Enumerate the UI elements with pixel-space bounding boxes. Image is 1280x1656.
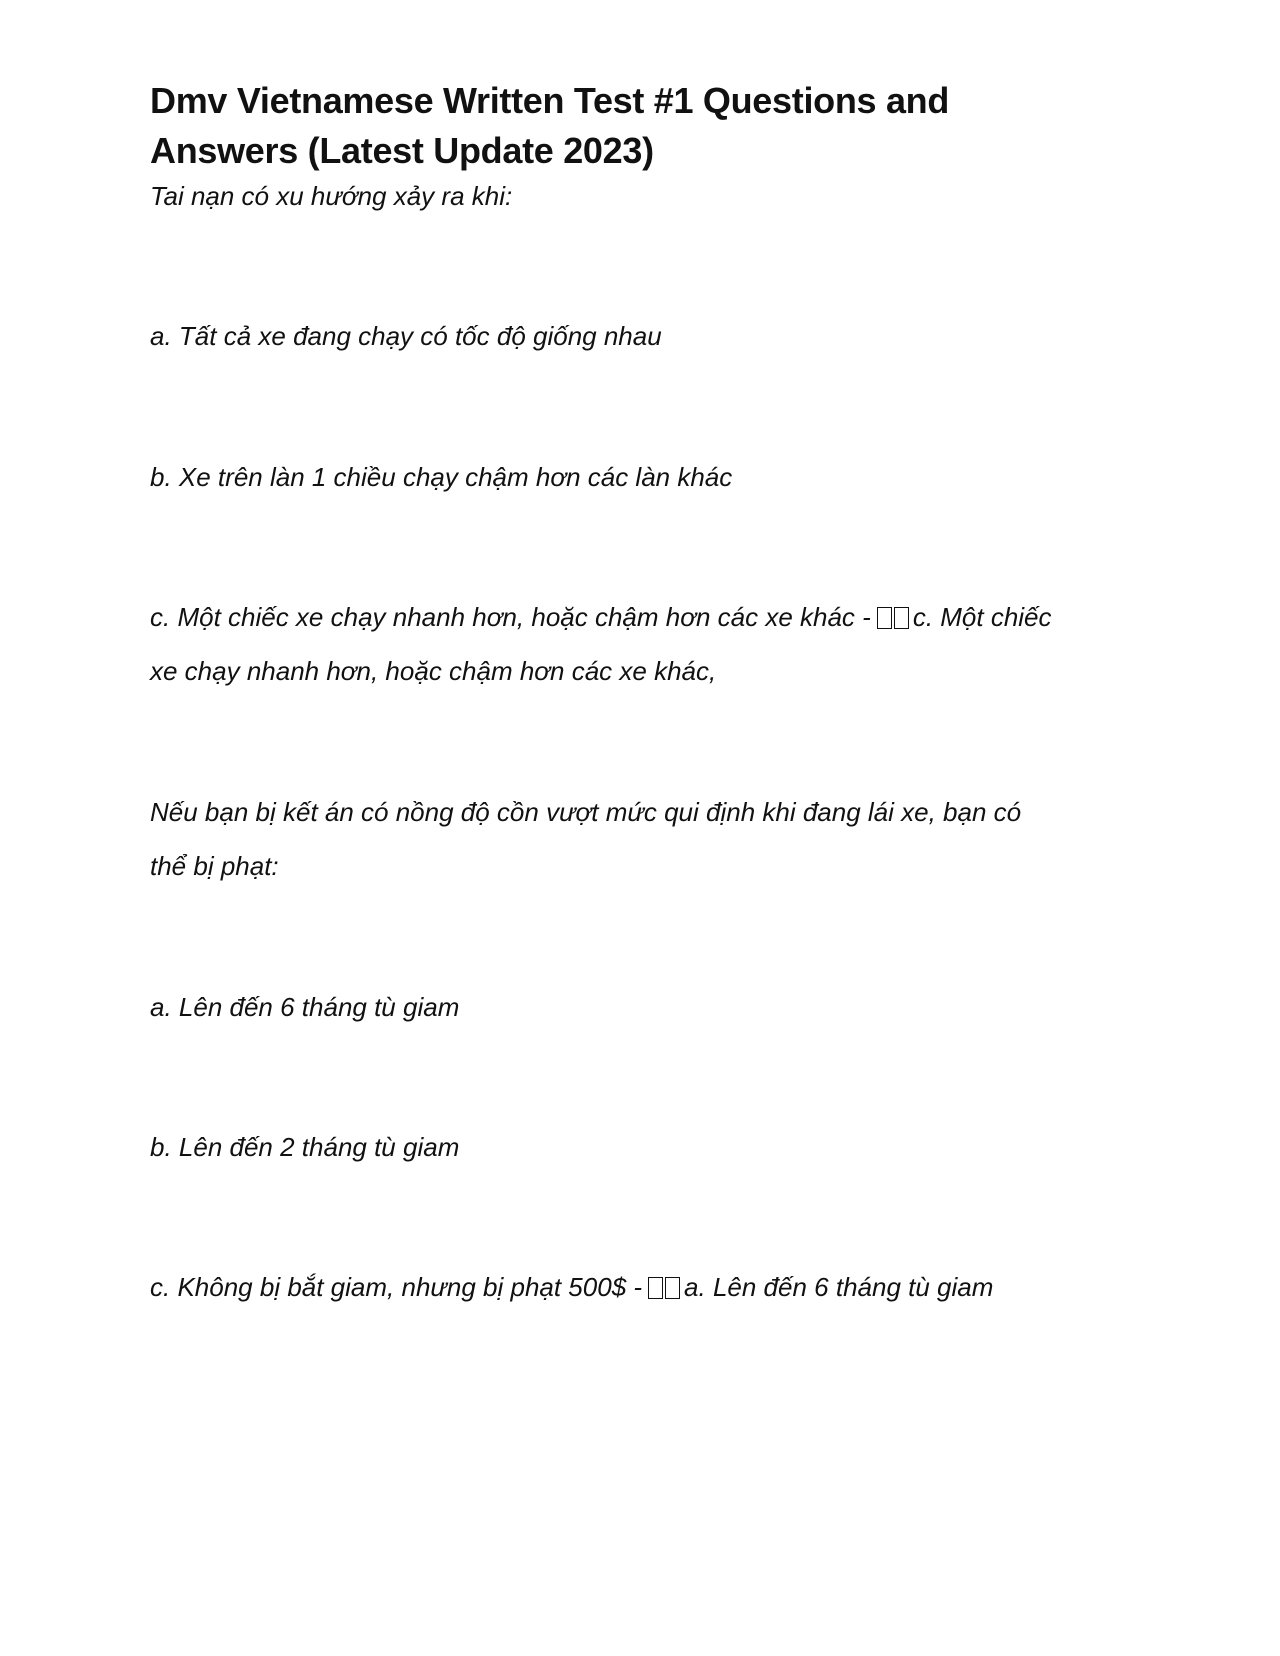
question-1-answer-line-2: xe chạy nhanh hơn, hoặc chậm hơn các xe khác, xyxy=(150,656,717,686)
question-2-option-c xyxy=(150,1258,1140,1316)
question-2-option-a: a. Lên đến 6 tháng tù giam xyxy=(150,992,460,1022)
question-1-option-a: a. Tất cả xe đang chạy có tốc độ giống nhau xyxy=(150,321,662,351)
missing-glyph-icon xyxy=(648,1258,682,1316)
question-1-text: Tai nạn có xu hướng xảy ra khi: xyxy=(150,181,513,211)
document-title: Dmv Vietnamese Written Test #1 Questions and Answers (Latest Update 2023) xyxy=(150,80,950,171)
question-2-text-line-1: Nếu bạn bị kết án có nồng độ cồn vượt mức qui định khi đang lái xe, bạn có xyxy=(150,797,1022,827)
question-2-option-c-text: c. Không bị bắt giam, nhưng bị phạt 500$ - xyxy=(150,1272,643,1302)
missing-glyph-icon xyxy=(877,588,911,646)
question-1-option-b: b. Xe trên làn 1 chiều chạy chậm hơn các làn khác xyxy=(150,462,733,492)
question-1-option-c-text: c. Một chiếc xe chạy nhanh hơn, hoặc chậm hơn các xe khác - xyxy=(150,602,871,632)
question-1-option-c xyxy=(150,588,1140,646)
question-1-answer-line-1: c. Một chiếc xyxy=(912,602,1052,632)
question-2-text-line-2: thể bị phạt: xyxy=(150,851,279,881)
question-2-answer: a. Lên đến 6 tháng tù giam xyxy=(684,1272,994,1302)
question-2-option-b: b. Lên đến 2 tháng tù giam xyxy=(150,1132,460,1162)
